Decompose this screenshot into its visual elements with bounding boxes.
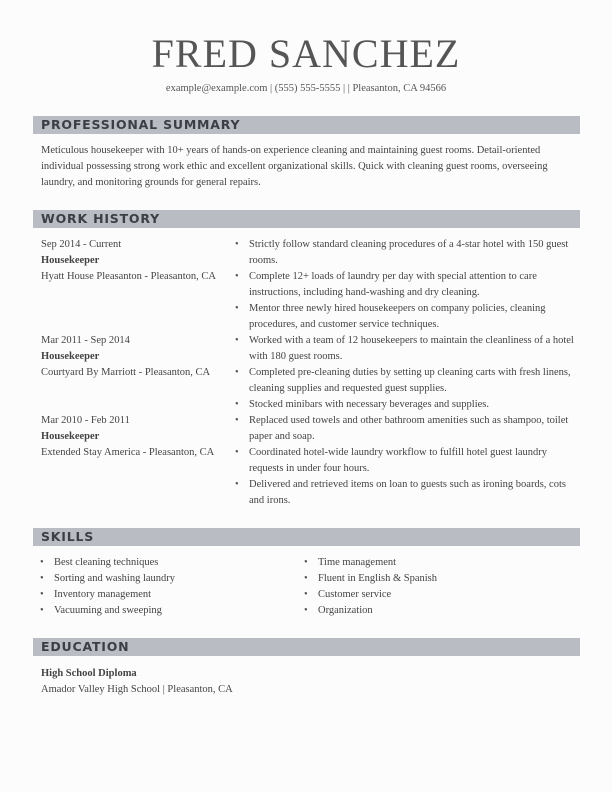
education-section-bar: [33, 638, 580, 656]
skill-item: • Fluent in English & Spanish: [318, 571, 548, 587]
skill-item: • Customer service: [318, 587, 548, 603]
work-bullet: • Replaced used towels and other bathroom amenities such as shampoo, toilet paper and soap.: [249, 413, 574, 445]
work-heading: WORK HISTORY: [41, 211, 160, 226]
work-section-bar: [33, 210, 580, 228]
work-bullet: • Worked with a team of 12 housekeepers to maintain the cleanliness of a hotel with 180 guest rooms.: [249, 333, 574, 365]
education-entry: [41, 666, 541, 698]
skill-item: • Sorting and washing laundry: [54, 571, 284, 587]
job-entry: [41, 333, 236, 381]
skills-list-right: [318, 555, 548, 619]
education-school: Amador Valley High School | Pleasanton, CA: [41, 684, 233, 695]
job-entry: [41, 237, 236, 285]
skill-item: • Organization: [318, 603, 548, 619]
candidate-name: FRED SANCHEZ: [151, 31, 461, 76]
work-bullet: • Stocked minibars with necessary beverages and supplies.: [249, 397, 574, 413]
job-employer: Hyatt House Pleasanton - Pleasanton, CA: [41, 271, 216, 282]
job-title: Housekeeper: [41, 431, 100, 442]
summary-text: Meticulous housekeeper with 10+ years of hands-on experience cleaning and maintaining guest rooms. Detail-oriented individual possessing strong work ethic and excellent organizational skills. Quick with cleaning guest rooms, overseeing laundry, and monitoring grounds for general repairs.: [41, 145, 548, 188]
work-bullet: • Strictly follow standard cleaning procedures of a 4-star hotel with 150 guest rooms.: [249, 237, 574, 269]
skills-list-left: [54, 555, 284, 619]
job-title: Housekeeper: [41, 351, 100, 362]
work-bullet-list: [249, 237, 574, 509]
skills-section-bar: [33, 528, 580, 546]
work-bullet: • Completed pre-cleaning duties by setting up cleaning carts with fresh linens, cleaning supplies and requested guest supplies.: [249, 365, 574, 397]
work-bullet: • Mentor three newly hired housekeepers on company policies, cleaning procedures, and customer service techniques.: [249, 301, 574, 333]
skill-item: • Vacuuming and sweeping: [54, 603, 284, 619]
skill-item: • Time management: [318, 555, 548, 571]
job-dates: Mar 2010 - Feb 2011: [41, 415, 130, 426]
job-dates: Sep 2014 - Current: [41, 239, 122, 250]
education-degree: High School Diploma: [41, 668, 137, 679]
education-heading: EDUCATION: [41, 639, 130, 654]
job-entry: [41, 413, 236, 461]
work-bullet: • Delivered and retrieved items on loan to guests such as ironing boards, cots and irons.: [249, 477, 574, 509]
summary-heading: PROFESSIONAL SUMMARY: [41, 117, 241, 132]
work-bullet: • Complete 12+ loads of laundry per day with special attention to care instructions, including hand-washing and dry cleaning.: [249, 269, 574, 301]
job-employer: Courtyard By Marriott - Pleasanton, CA: [41, 367, 211, 378]
job-dates: Mar 2011 - Sep 2014: [41, 335, 130, 346]
work-bullet: • Coordinated hotel-wide laundry workflow to fulfill hotel guest laundry requests in under four hours.: [249, 445, 574, 477]
skills-heading: SKILLS: [41, 529, 95, 544]
summary-section-bar: [33, 116, 580, 134]
contact-line: example@example.com | (555) 555-5555 | | Pleasanton, CA 94566: [165, 83, 447, 94]
skill-item: • Inventory management: [54, 587, 284, 603]
job-employer: Extended Stay America - Pleasanton, CA: [41, 447, 215, 458]
skill-item: • Best cleaning techniques: [54, 555, 284, 571]
job-title: Housekeeper: [41, 255, 100, 266]
